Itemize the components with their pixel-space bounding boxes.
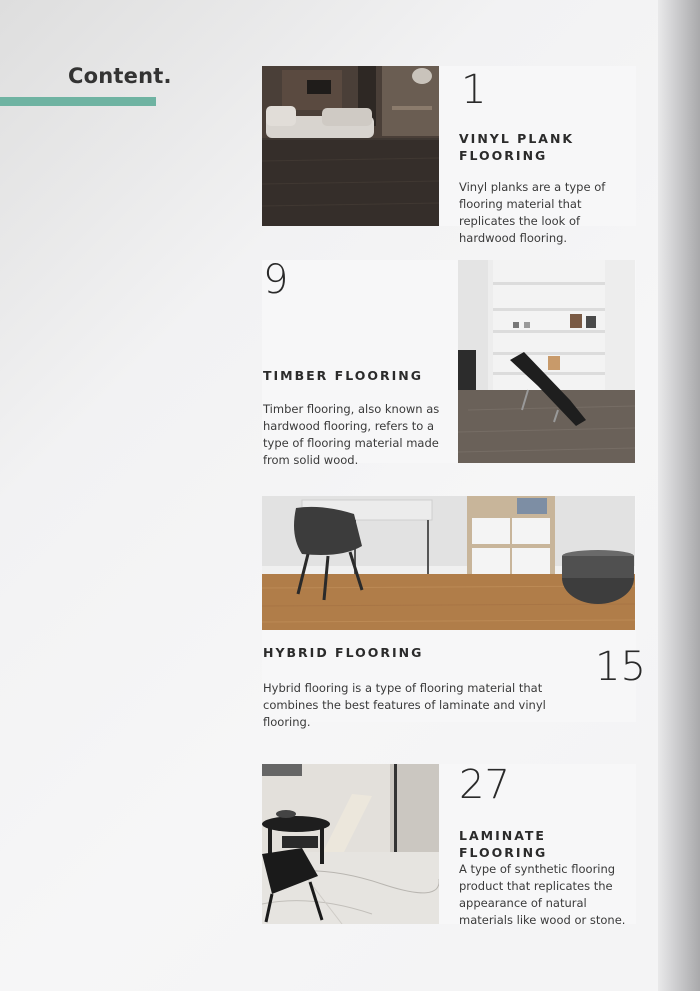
section-number: 27 <box>459 762 510 808</box>
page-title: Content. <box>68 64 172 88</box>
section-number: 1 <box>461 67 487 113</box>
section-number: 9 <box>263 257 289 303</box>
hybrid-photo <box>262 496 635 630</box>
section-heading: TIMBER FLOORING <box>263 368 423 383</box>
section-heading: VINYL PLANK FLOORING <box>459 131 575 163</box>
section-heading: LAMINATE FLOORING <box>459 828 548 860</box>
section-description: A type of synthetic flooring product that replicates the appearance of natural materials like wood or stone. <box>459 862 626 927</box>
title-accent-bar <box>0 97 156 106</box>
section-description: Hybrid flooring is a type of flooring material that combines the best features of laminate and vinyl flooring. <box>263 681 546 729</box>
section-number: 15 <box>595 644 646 690</box>
timber-photo <box>458 260 635 463</box>
section-description: Timber flooring, also known as hardwood flooring, refers to a type of flooring material made from solid wood. <box>263 402 440 467</box>
page-edge-shadow <box>658 0 700 991</box>
laminate-photo <box>262 764 439 924</box>
section-description: Vinyl planks are a type of flooring material that replicates the look of hardwood flooring. <box>459 180 606 245</box>
vinyl-photo <box>262 66 439 226</box>
section-heading: HYBRID FLOORING <box>263 645 424 660</box>
